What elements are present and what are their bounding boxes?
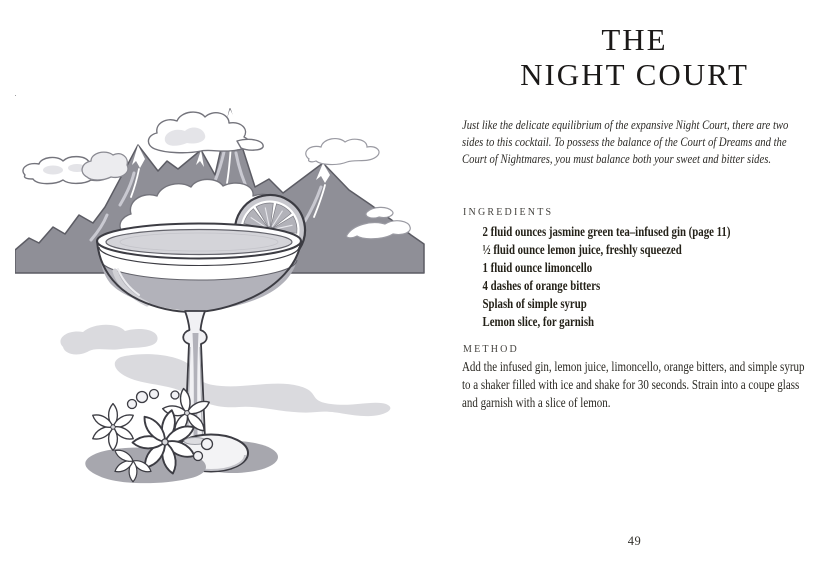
title-line-2: NIGHT COURT xyxy=(520,57,749,92)
ingredient-item: 4 dashes of orange bitters xyxy=(482,278,601,293)
smoke-swirl xyxy=(60,325,390,416)
coupe-glass-bowl xyxy=(97,224,301,313)
intro-text: Just like the delicate equilibrium of the expansive Night Court, there are two sides to this cocktail. To possess the balance of the Court of Dreams and the Court of Nightmares, you must balance both your sweet and bitter sides. xyxy=(462,117,789,166)
flower-blossom xyxy=(91,404,136,451)
method-heading: METHOD xyxy=(463,344,519,355)
ingredient-item: Splash of simple syrup xyxy=(482,296,587,311)
title-line-1: THE xyxy=(601,22,668,57)
ingredients-heading: INGREDIENTS xyxy=(463,207,554,218)
page-number: 49 xyxy=(627,534,642,548)
ingredient-item: 2 fluid ounces jasmine green tea–infused gin (page 11) xyxy=(482,224,731,239)
ingredient-item: 1 fluid ounce limoncello xyxy=(482,260,593,275)
cocktail-illustration xyxy=(15,95,425,500)
ingredients-list xyxy=(462,223,815,331)
method-text: Add the infused gin, lemon juice, limoncello, orange bitters, and simple syrup to a shaker filled with ice and shake for 30 seconds. Strain into a coupe glass and garnish with a slice of lemon. xyxy=(462,359,805,410)
ingredient-item: Lemon slice, for garnish xyxy=(482,314,595,329)
ingredient-item: ½ fluid ounce lemon juice, freshly squeezed xyxy=(482,242,682,257)
recipe-column xyxy=(462,0,807,580)
page-title xyxy=(462,22,807,92)
